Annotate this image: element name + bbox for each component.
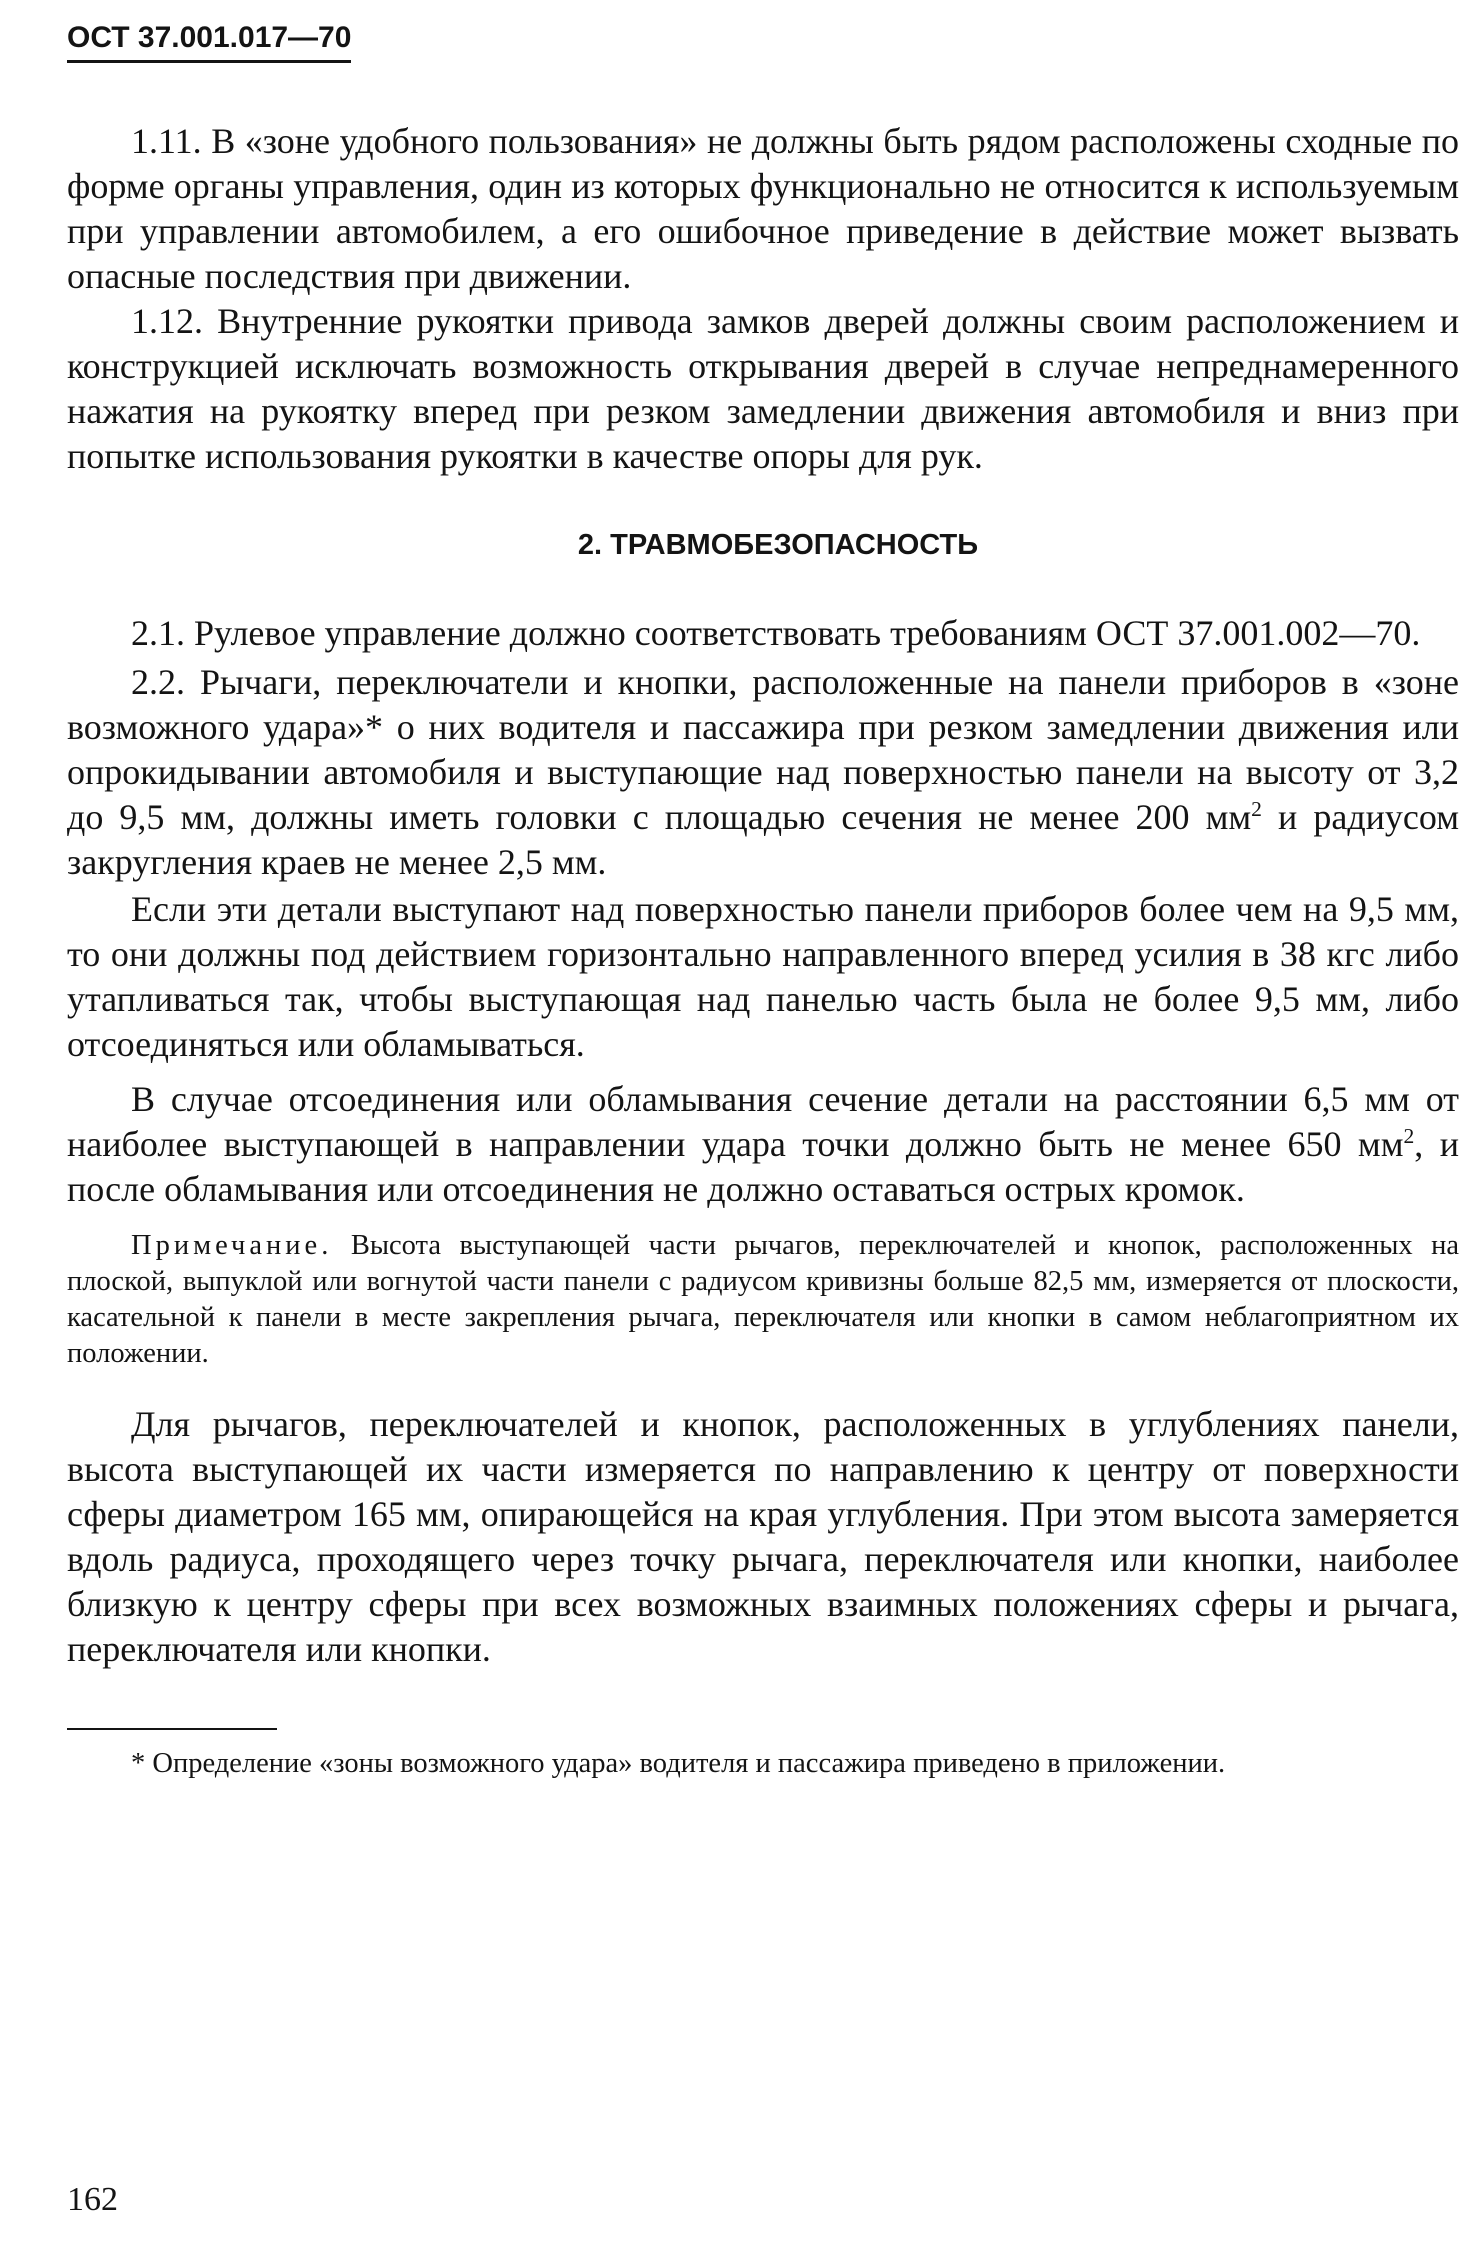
paragraph-detach-case-superscript: 2 (1403, 1124, 1415, 1148)
paragraph-2-2-tail: и радиусом закругления краев не менее 2,5 мм. (67, 797, 1459, 882)
footnote: * Определение «зоны возможного удара» водителя и пассажира приведено в приложении. (131, 1748, 1226, 1779)
running-head-standard-code: ОСТ 37.001.017—70 (67, 18, 351, 63)
note-label: Примечание. (131, 1230, 333, 1261)
paragraph-2-2-text: 2.2. Рычаги, переключатели и кнопки, расположенные на панели приборов в «зоне возможного удара»* о них водителя и пассажира при резком замедлении движения или опрокидывании автомобиля и выступающие над поверхностью панели на высоту от 3,2 до 9,5 мм, должны иметь головки с площадью сечения не менее 200 мм (67, 662, 1459, 837)
paragraph-1-12: 1.12. Внутренние рукоятки привода замков дверей должны своим расположением и конструкцией исключать возможность открывания дверей в случае непреднамеренного нажатия на рукоятку вперед при резком замедлении движения автомобиля и вниз при попытке использования рукоятки в качестве опоры для рук. (67, 301, 1459, 476)
paragraph-2-2-superscript: 2 (1251, 797, 1262, 821)
page-number: 162 (67, 2181, 118, 2218)
note-text: Высота выступающей части рычагов, переключателей и кнопок, расположенных на плоской, выпуклой или вогнутой части панели с радиусом кривизны больше 82,5 мм, измеряется от плоскости, касательной к панели в месте закрепления рычага, переключателя или кнопки в самом неблагоприятном их положении. (67, 1230, 1459, 1369)
section-heading-2: 2. ТРАВМОБЕЗОПАСНОСТЬ (577, 529, 979, 561)
paragraph-2-1: 2.1. Рулевое управление должно соответствовать требованиям ОСТ 37.001.002—70. (131, 613, 1421, 653)
paragraph-2-2 (67, 660, 1459, 885)
document-page (67, 18, 1459, 1782)
paragraph-detach-case-text: В случае отсоединения или обламывания сечение детали на расстоянии 6,5 мм от наиболее выступающей в направлении удара точки должно быть не менее 650 мм (67, 1079, 1459, 1164)
paragraph-detach-case (67, 1077, 1459, 1212)
paragraph-recessed-levers: Для рычагов, переключателей и кнопок, расположенных в углублениях панели, высота выступающей их части измеряется по направлению к центру от поверхности сферы диаметром 165 мм, опирающейся на края углубления. При этом высота замеряется вдоль радиуса, проходящего через точку рычага, переключателя или кнопки, наиболее близкую к центру сферы при всех возможных взаимных положениях сферы и рычага, переключателя или кнопки. (67, 1404, 1459, 1669)
footnote-divider (67, 1728, 277, 1730)
paragraph-1-11: 1.11. В «зоне удобного пользования» не должны быть рядом расположены сходные по форме органы управления, один из которых функционально не относится к используемым при управлении автомобилем, а его ошибочное приведение в действие может вызвать опасные последствия при движении. (67, 121, 1459, 296)
paragraph-if-more: Если эти детали выступают над поверхностью панели приборов более чем на 9,5 мм, то они должны под действием горизонтально направленного вперед усилия в 38 кгс либо утапливаться так, чтобы выступающая над панелью часть была не более 9,5 мм, либо отсоединяться или обламываться. (67, 889, 1459, 1064)
note-paragraph (67, 1228, 1459, 1372)
paragraph-detach-case-tail: , и после обламывания или отсоединения не должно оставаться острых кромок. (67, 1124, 1460, 1209)
